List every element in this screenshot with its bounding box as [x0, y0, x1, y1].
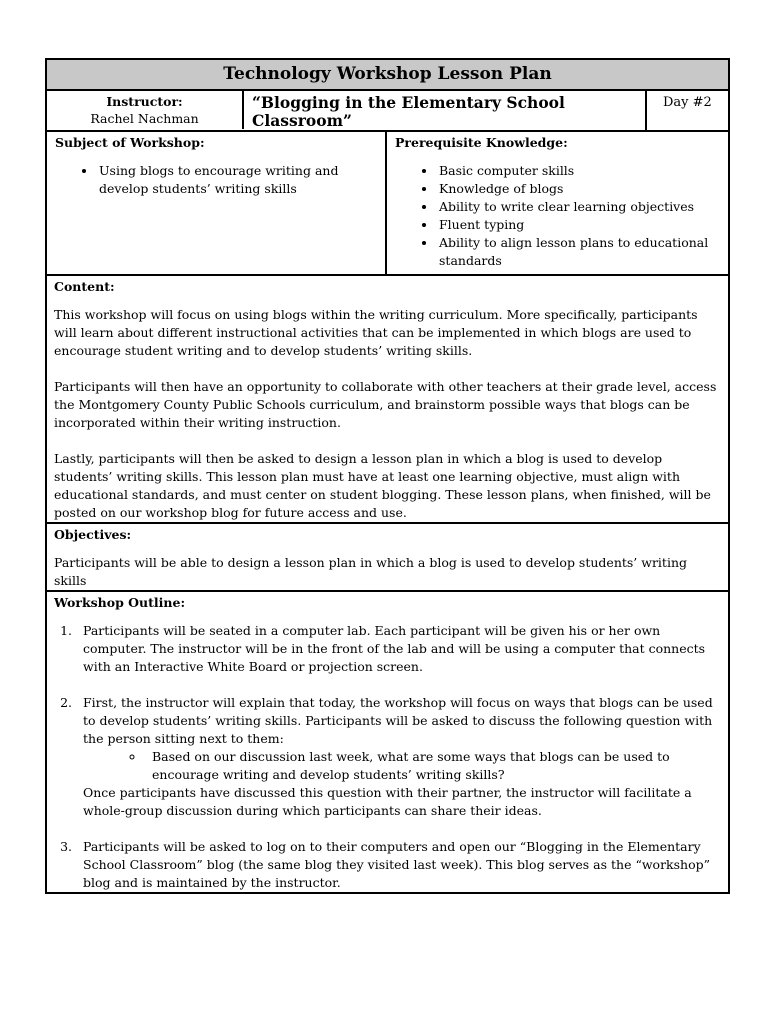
content-heading: Content: [54, 279, 115, 294]
objectives-text: Participants will be able to design a lesson plan in which a blog is used to develop students’ writing skills [54, 555, 688, 588]
outline-step-2-intro: 2. First, the instructor will explain that today, the workshop will focus on ways that blogs can be used to develop students’ writing skills. Participants will be asked to discuss the following question with the person sitting next to them: [83, 695, 713, 746]
header-row [47, 91, 728, 132]
objectives-section [47, 524, 728, 590]
prerequisite-item: • Knowledge of blogs [437, 180, 720, 198]
prerequisite-item: • Fluent typing [437, 216, 720, 234]
lesson-plan-table [45, 58, 730, 894]
prerequisite-item: • Ability to align lesson plans to educational standards [437, 234, 720, 270]
title-row [47, 60, 728, 91]
workshop-title: “Blogging in the Elementary School Classroom” [244, 91, 647, 130]
outline-step-2-bullets [83, 748, 721, 784]
subject-list [55, 162, 377, 198]
instructor-label: Instructor: [106, 94, 183, 109]
outline-step-1: 1. Participants will be seated in a computer lab. Each participant will be given his or her own computer. The instructor will be in the front of the lab and will be using a computer that connects with an Interactive White Board or projection screen. [76, 622, 721, 676]
content-paragraph: This workshop will focus on using blogs within the writing curriculum. More specifically, participants will learn about different instructional activities that can be implemented in which blogs are used to encourage student writing and to develop students’ writing skills. [54, 307, 698, 358]
prerequisite-list [395, 162, 720, 270]
content-row [47, 276, 728, 524]
outline-step-3: 3. Participants will be asked to log on to their computers and open our “Blogging in the Elementary School Classroom” blog (the same blog they visited last week). This blog serves as the “workshop” blog and is maintained by the instructor. [76, 838, 721, 892]
outline-step-2-outro: Once participants have discussed this question with their partner, the instructor will facilitate a whole-group discussion during which participants can share their ideas. [83, 785, 692, 818]
subject-cell [47, 132, 387, 274]
instructor-name: Rachel Nachman [90, 111, 199, 126]
prerequisite-heading: Prerequisite Knowledge: [395, 135, 568, 150]
outline-step-2 [76, 694, 721, 820]
prerequisite-item: • Ability to write clear learning objectives [437, 198, 720, 216]
outline-heading: Workshop Outline: [54, 595, 186, 610]
objectives-heading: Objectives: [54, 527, 132, 542]
instructor-cell [47, 91, 244, 129]
outline-list [54, 622, 721, 892]
outline-row [47, 592, 728, 892]
content-paragraph: Participants will then have an opportunity to collaborate with other teachers at their grade level, access the Montgomery County Public Schools curriculum, and brainstorm possible ways that blogs can be incorporated within their writing instruction. [54, 379, 717, 430]
content-paragraph: Lastly, participants will then be asked to design a lesson plan in which a blog is used to develop students’ writing skills. This lesson plan must have at least one learning objective, must align with educational standards, and must center on student blogging. These lesson plans, when finished, will be posted on our workshop blog for future access and use. [54, 451, 711, 520]
subject-heading: Subject of Workshop: [55, 135, 205, 150]
day-number: Day #2 [663, 95, 712, 110]
subject-item: • Using blogs to encourage writing and develop students’ writing skills [97, 162, 377, 198]
prerequisite-item: • Basic computer skills [437, 162, 720, 180]
outline-step-2-bullet: ◦ Based on our discussion last week, what are some ways that blogs can be used to encourage writing and develop students’ writing skills? [145, 748, 721, 784]
prerequisite-cell [387, 132, 728, 274]
document-title: Technology Workshop Lesson Plan [47, 60, 728, 89]
outline-section [47, 592, 728, 892]
subject-prereq-row [47, 132, 728, 276]
content-section [47, 276, 728, 522]
objectives-row [47, 524, 728, 592]
